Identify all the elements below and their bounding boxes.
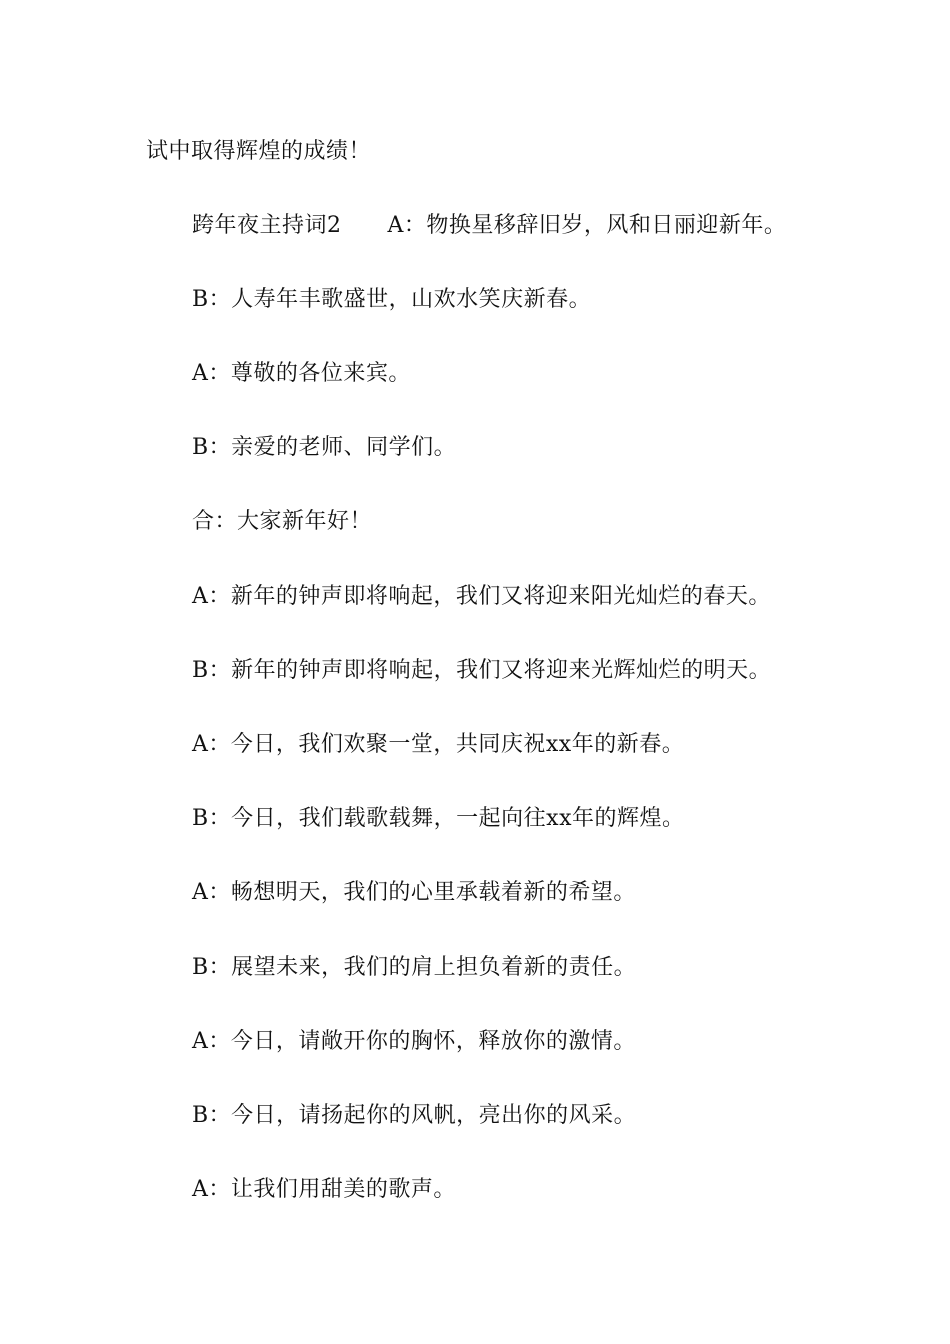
heading-line xyxy=(192,211,786,241)
heading-line-text: A：物换星移辞旧岁，风和日丽迎新年。 xyxy=(387,213,787,238)
dialogue-line: B：新年的钟声即将响起，我们又将迎来光辉灿烂的明天。 xyxy=(192,658,772,683)
dialogue-line: A：尊敬的各位来宾。 xyxy=(192,361,411,386)
dialogue-line: A：今日，请敞开你的胸怀，释放你的激情。 xyxy=(192,1029,636,1054)
dialogue-line: A：畅想明天，我们的心里承载着新的希望。 xyxy=(192,880,636,905)
continuation-line: 试中取得辉煌的成绩！ xyxy=(146,139,372,164)
dialogue-line: A：今日，我们欢聚一堂，共同庆祝xx年的新春。 xyxy=(192,732,685,757)
dialogue-line: B：人寿年丰歌盛世，山欢水笑庆新春。 xyxy=(192,287,592,312)
heading-title: 跨年夜主持词2 xyxy=(192,213,342,238)
dialogue-line: A：新年的钟声即将响起，我们又将迎来阳光灿烂的春天。 xyxy=(192,584,771,609)
dialogue-line: B：亲爱的老师、同学们。 xyxy=(192,435,457,460)
dialogue-line: A：让我们用甜美的歌声。 xyxy=(192,1177,456,1202)
dialogue-line: 合：大家新年好！ xyxy=(192,509,373,534)
dialogue-line: B：今日，我们载歌载舞，一起向往xx年的辉煌。 xyxy=(192,806,685,831)
dialogue-line: B：今日，请扬起你的风帆，亮出你的风采。 xyxy=(192,1103,637,1128)
dialogue-line: B：展望未来，我们的肩上担负着新的责任。 xyxy=(192,955,637,980)
